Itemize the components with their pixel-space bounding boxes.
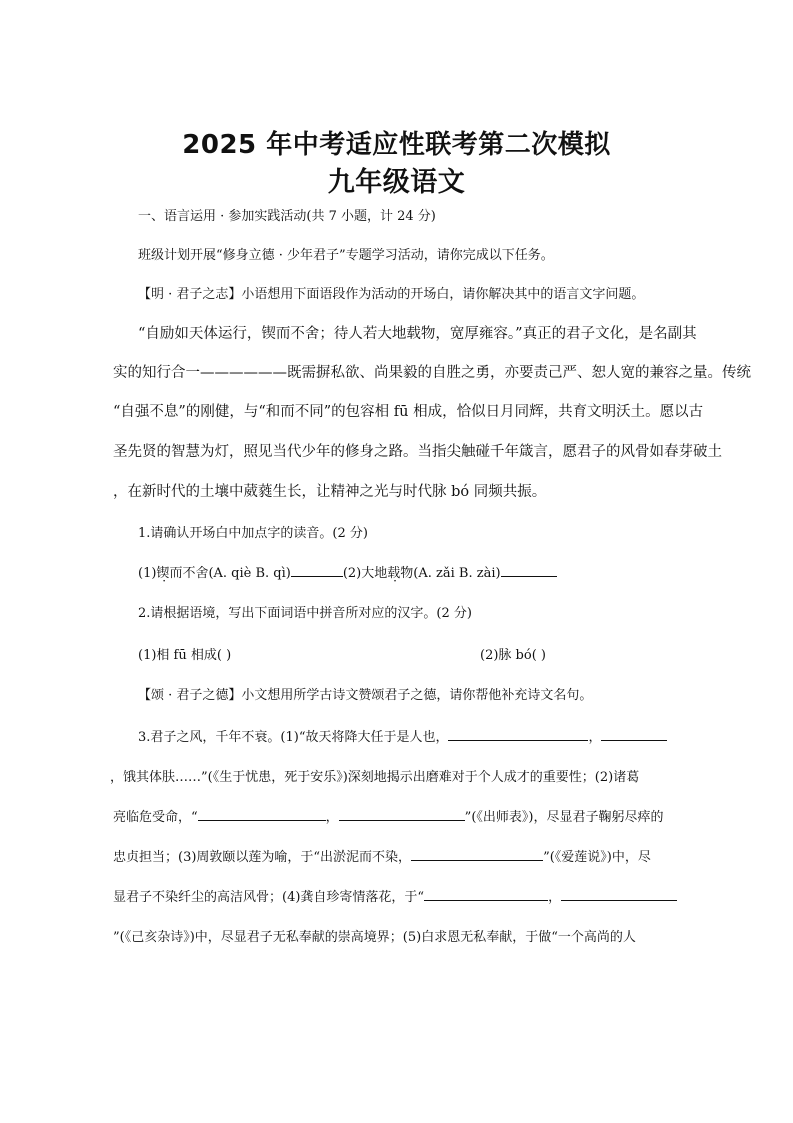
question-2-stem: 2.请根据语境，写出下面词语中拼音所对应的汉字。(2 分) [138,606,472,621]
q3-line-5-text: 显君子不染纤尘的高洁风骨；(4)龚自珍寄情落花，于“ [113,890,425,905]
q3-blank-3[interactable] [198,808,326,821]
task-de-heading: 【颂 · 君子之德】小文想用所学古诗文赞颂君子之德，请你帮他补充诗文名句。 [138,688,593,703]
exam-subtitle: 九年级语文 [327,167,466,198]
q1-opt1-prefix: (1) [138,566,157,581]
q3-line-5-comma: ， [548,890,562,905]
q3-line-5 [113,886,677,905]
q3-blank-2[interactable] [601,728,667,741]
q3-line-1-comma: ， [588,730,602,745]
q3-line-1 [138,726,667,745]
q3-blank-6[interactable] [424,888,548,901]
q3-line-3-text: 亮临危受命，“ [113,810,198,825]
q3-blank-5[interactable] [411,848,543,861]
passage-line-2: 实的知行合一——————既需摒私欲、尚果毅的自胜之勇，亦要责己严、恕人宽的兼容之量。传统 [113,365,751,381]
question-2-item-1[interactable]: (1)相 fū 相成( ) [138,648,232,663]
passage-line-5: ，在新时代的土壤中葳蕤生长，让精神之光与时代脉 bó 同频共振。 [113,484,547,500]
q1-opt2-dotted-char: 载 [387,566,401,581]
passage-line-4: 圣先贤的智慧为灯，照见当代少年的修身之路。当指尖触碰千年箴言，愿君子的风骨如春芽破土 [113,444,722,460]
q3-line-3-comma: ， [325,810,339,825]
task-zhi-heading: 【明 · 君子之志】小语想用下面语段作为活动的开场白，请你解决其中的语言文字问题。 [138,287,645,302]
section-heading: 一、语言运用 · 参加实践活动(共 7 小题，计 24 分) [138,209,436,224]
q3-line-1-text: 3.君子之风，千年不衰。(1)“故天将降大任于是人也， [138,730,449,745]
q3-line-4-tail: ”(《爱莲说》)中，尽 [543,850,651,865]
q3-blank-4[interactable] [339,808,465,821]
passage-line-1: “自励如天体运行，锲而不舍；待人若大地载物，宽厚雍容。”真正的君子文化，是名副其 [138,326,697,342]
q1-opt1-dotted-char: 锲 [156,566,170,581]
activity-intro: 班级计划开展“修身立德 · 少年君子”专题学习活动，请你完成以下任务。 [138,248,554,263]
q3-line-4 [113,846,651,865]
question-1-options [138,562,557,581]
q3-blank-1[interactable] [448,728,588,741]
question-1-stem: 1.请确认开场白中加点字的读音。(2 分) [138,526,368,541]
passage-line-3: “自强不息”的刚健，与“和而不同”的包容相 fū 相成，恰似日月同辉，共育文明沃土。愿以古 [113,404,704,420]
q3-line-6: ”(《己亥杂诗》)中，尽显君子无私奉献的崇高境界；(5)白求恩无私奉献，于做“一个高尚的人 [113,930,636,945]
q1-opt2-suffix: 物(A. zǎi B. zài) [400,566,501,581]
q3-line-3 [113,806,663,825]
exam-title: 2025 年中考适应性联考第二次模拟 [182,130,611,160]
question-2-item-2[interactable]: (2)脉 bó( ) [480,648,546,663]
q1-answer-blank-2[interactable] [501,564,557,577]
q1-opt2-prefix: (2)大地 [342,566,388,581]
q1-answer-blank-1[interactable] [291,564,343,577]
q3-line-4-text: 忠贞担当；(3)周敦颐以莲为喻，于“出淤泥而不染， [113,850,412,865]
q3-line-2: ，饿其体肤……”(《生于忧患，死于安乐》)深刻地揭示出磨难对于个人成才的重要性；(2)诸葛 [110,770,640,785]
q3-blank-7[interactable] [561,888,677,901]
q1-opt1-suffix: 而不舍(A. qiè B. qì) [169,566,291,581]
q3-line-3-tail: ”(《出师表》)，尽显君子鞠躬尽瘁的 [464,810,664,825]
